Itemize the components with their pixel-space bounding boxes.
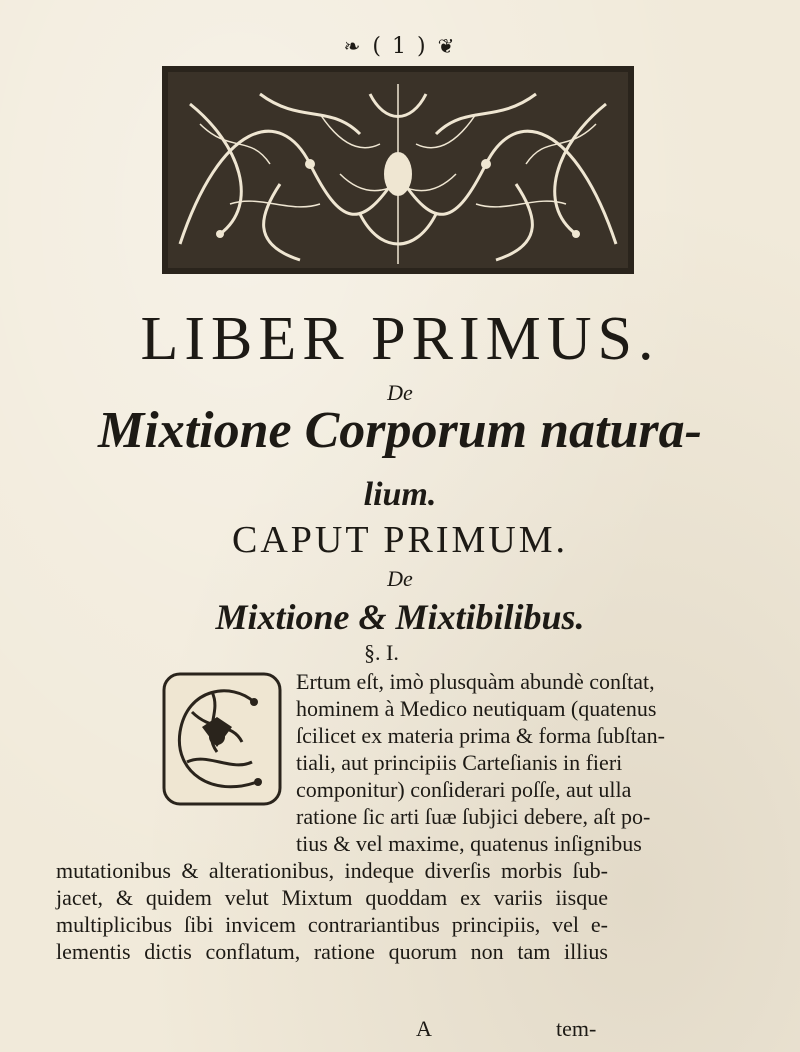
- catchword: tem-: [556, 1016, 597, 1041]
- headpiece-ornament-icon: [160, 64, 636, 276]
- subtitle-line-2: lium.: [363, 476, 437, 513]
- book-subtitle: [60, 402, 740, 524]
- subtitle-line-1: Mixtione Corporum natura-: [98, 402, 702, 459]
- body-line-9: jacet, & quidem velut Mixtum quoddam ex variis iisque: [56, 885, 608, 910]
- body-line-4: tiali, aut principiis Carteſianis in fieri: [296, 750, 623, 775]
- body-line-1: Ertum eſt, imò plusquàm abundè conſtat,: [296, 669, 655, 694]
- body-line-8: mutationibus & alterationibus, indeque diverſis morbis ſub-: [56, 858, 608, 883]
- fleuron-right-icon: ❦: [437, 34, 457, 58]
- de-heading-2: De: [387, 566, 413, 591]
- body-line-10: multiplicibus ſibi invicem contrariantibus principiis, vel e-: [56, 912, 608, 937]
- fleuron-left-icon: ❧: [343, 34, 363, 58]
- page-number-text: ( 1 ): [372, 34, 428, 59]
- section-title: Mixtione & Mixtibilibus.: [215, 597, 585, 637]
- page-number: [0, 34, 800, 59]
- body-line-6: ratione ſic arti ſuæ ſubjici debere, aſt po-: [296, 804, 651, 829]
- chapter-heading: CAPUT PRIMUM.: [231, 519, 569, 561]
- book-title: LIBER PRIMUS.: [140, 305, 660, 373]
- body-line-7: tius & vel maxime, quatenus inſignibus: [296, 831, 642, 856]
- body-line-5: componitur) conſiderari poſſe, aut ulla: [296, 777, 632, 802]
- body-line-2: hominem à Medico neutiquam (quatenus: [296, 696, 657, 721]
- body-line-3: ſcilicet ex materia prima & forma ſubſtan-: [296, 723, 665, 748]
- body-text: [56, 668, 665, 965]
- de-heading-1: De: [387, 380, 413, 405]
- paragraph-number: §. I.: [364, 640, 399, 665]
- signature-mark: A: [416, 1016, 432, 1041]
- body-line-11: lementis dictis conflatum, ratione quorum non tam illius: [56, 939, 608, 964]
